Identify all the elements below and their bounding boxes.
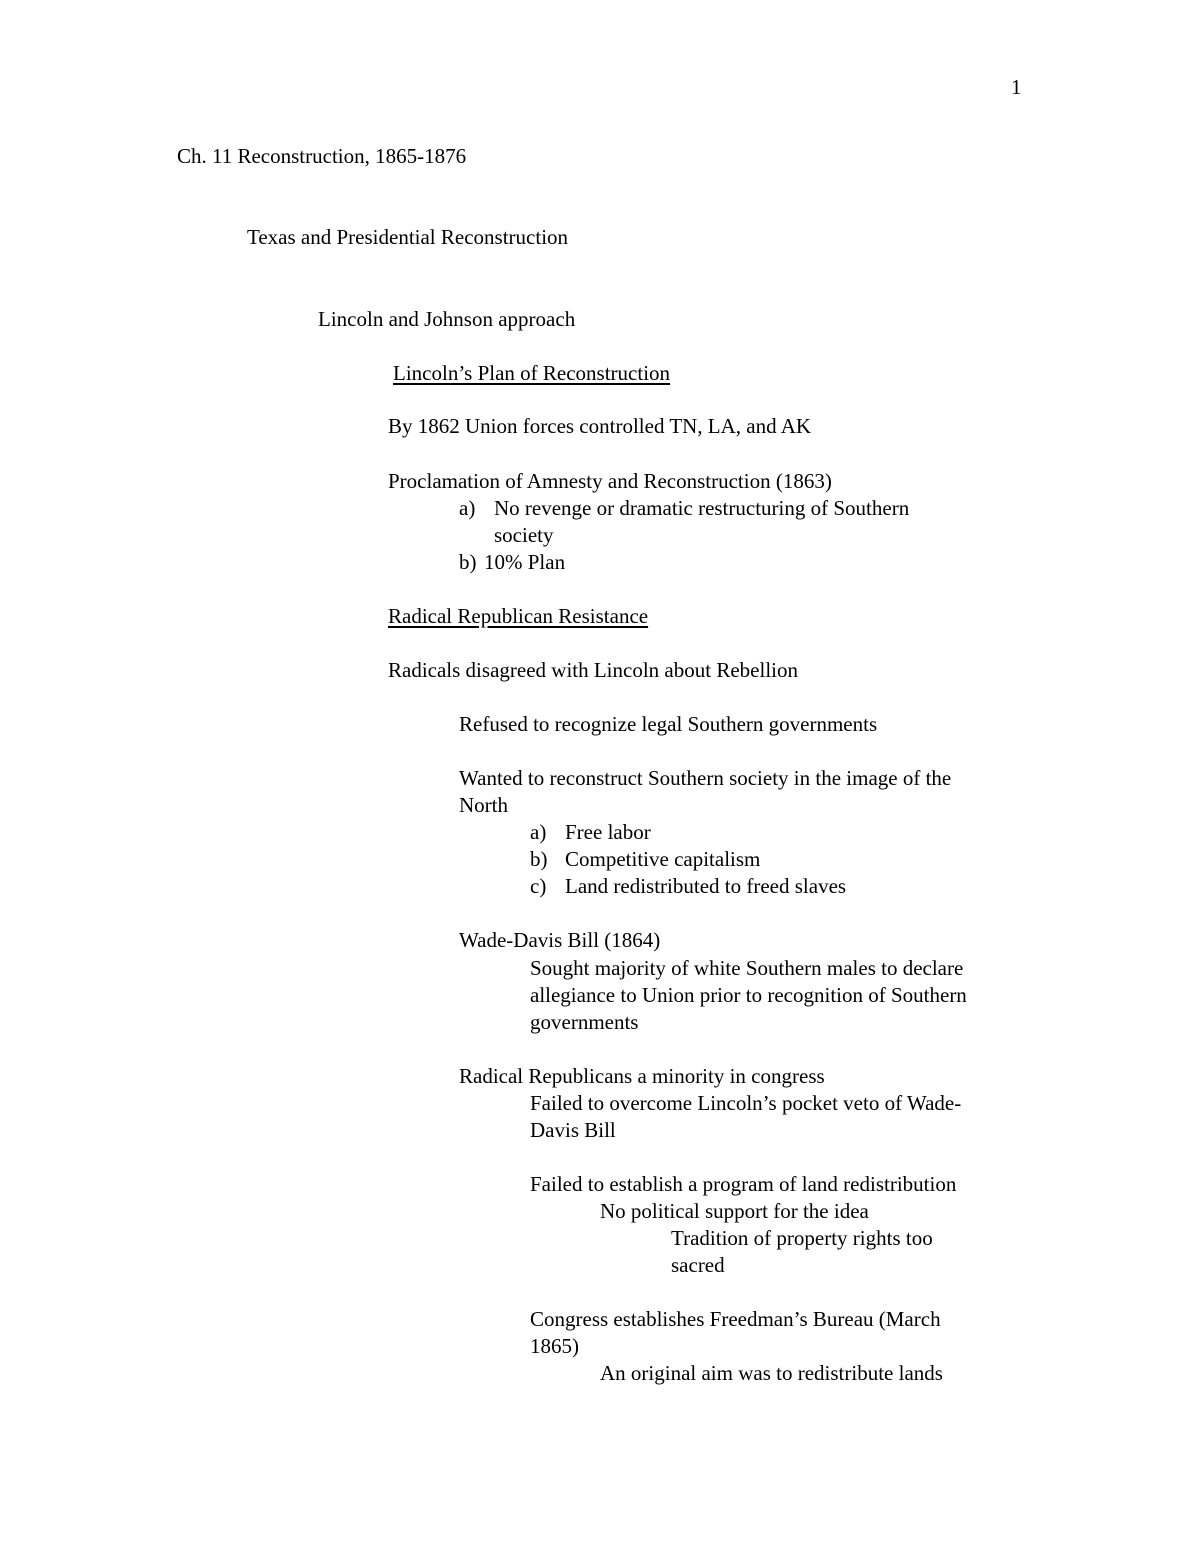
land-program-text: Failed to establish a program of land redistribution bbox=[530, 1172, 957, 1196]
list-marker: a) bbox=[459, 496, 476, 520]
radicals-disagreed-text: Radicals disagreed with Lincoln about Rebellion bbox=[388, 658, 798, 682]
section-title: Texas and Presidential Reconstruction bbox=[247, 225, 569, 249]
subsection-title: Lincoln and Johnson approach bbox=[318, 307, 576, 331]
union-control-text: By 1862 Union forces controlled TN, LA, and AK bbox=[388, 414, 812, 438]
page-number: 1 bbox=[1011, 75, 1022, 99]
wade-davis-detail-line: allegiance to Union prior to recognition of Southern bbox=[530, 983, 967, 1007]
lincoln-plan-heading: Lincoln’s Plan of Reconstruction bbox=[393, 361, 671, 385]
wade-davis-detail-line: governments bbox=[530, 1010, 639, 1034]
proclamation-text: Proclamation of Amnesty and Reconstruction (1863) bbox=[388, 469, 832, 493]
list-item-text: Land redistributed to freed slaves bbox=[565, 874, 847, 898]
wade-davis-detail-line: Sought majority of white Southern males to declare bbox=[530, 956, 964, 980]
list-marker: b) bbox=[530, 847, 548, 871]
list-marker: a) bbox=[530, 820, 547, 844]
wade-davis-text: Wade-Davis Bill (1864) bbox=[459, 928, 661, 952]
list-marker: b) bbox=[459, 550, 477, 574]
freedmans-bureau-line: 1865) bbox=[530, 1334, 579, 1358]
wanted-text: Wanted to reconstruct Southern society in the image of the bbox=[459, 766, 952, 790]
tradition-line: sacred bbox=[671, 1253, 725, 1277]
original-aim-text: An original aim was to redistribute lands bbox=[600, 1361, 943, 1385]
no-support-text: No political support for the idea bbox=[600, 1199, 869, 1223]
list-item-text-continued: society bbox=[494, 523, 554, 547]
list-item-text: Free labor bbox=[565, 820, 651, 844]
list-item-text: 10% Plan bbox=[484, 550, 566, 574]
pocket-veto-line: Failed to overcome Lincoln’s pocket veto of Wade- bbox=[530, 1091, 962, 1115]
refused-text: Refused to recognize legal Southern governments bbox=[459, 712, 878, 736]
list-marker: c) bbox=[530, 874, 547, 898]
list-item-text: No revenge or dramatic restructuring of Southern bbox=[494, 496, 910, 520]
chapter-title: Ch. 11 Reconstruction, 1865-1876 bbox=[177, 144, 467, 168]
wanted-text-continued: North bbox=[459, 793, 508, 817]
list-item-text: Competitive capitalism bbox=[565, 847, 761, 871]
radical-heading: Radical Republican Resistance bbox=[388, 604, 649, 628]
pocket-veto-line: Davis Bill bbox=[530, 1118, 616, 1142]
minority-text: Radical Republicans a minority in congress bbox=[459, 1064, 825, 1088]
freedmans-bureau-line: Congress establishes Freedman’s Bureau (March bbox=[530, 1307, 941, 1331]
tradition-line: Tradition of property rights too bbox=[671, 1226, 933, 1250]
